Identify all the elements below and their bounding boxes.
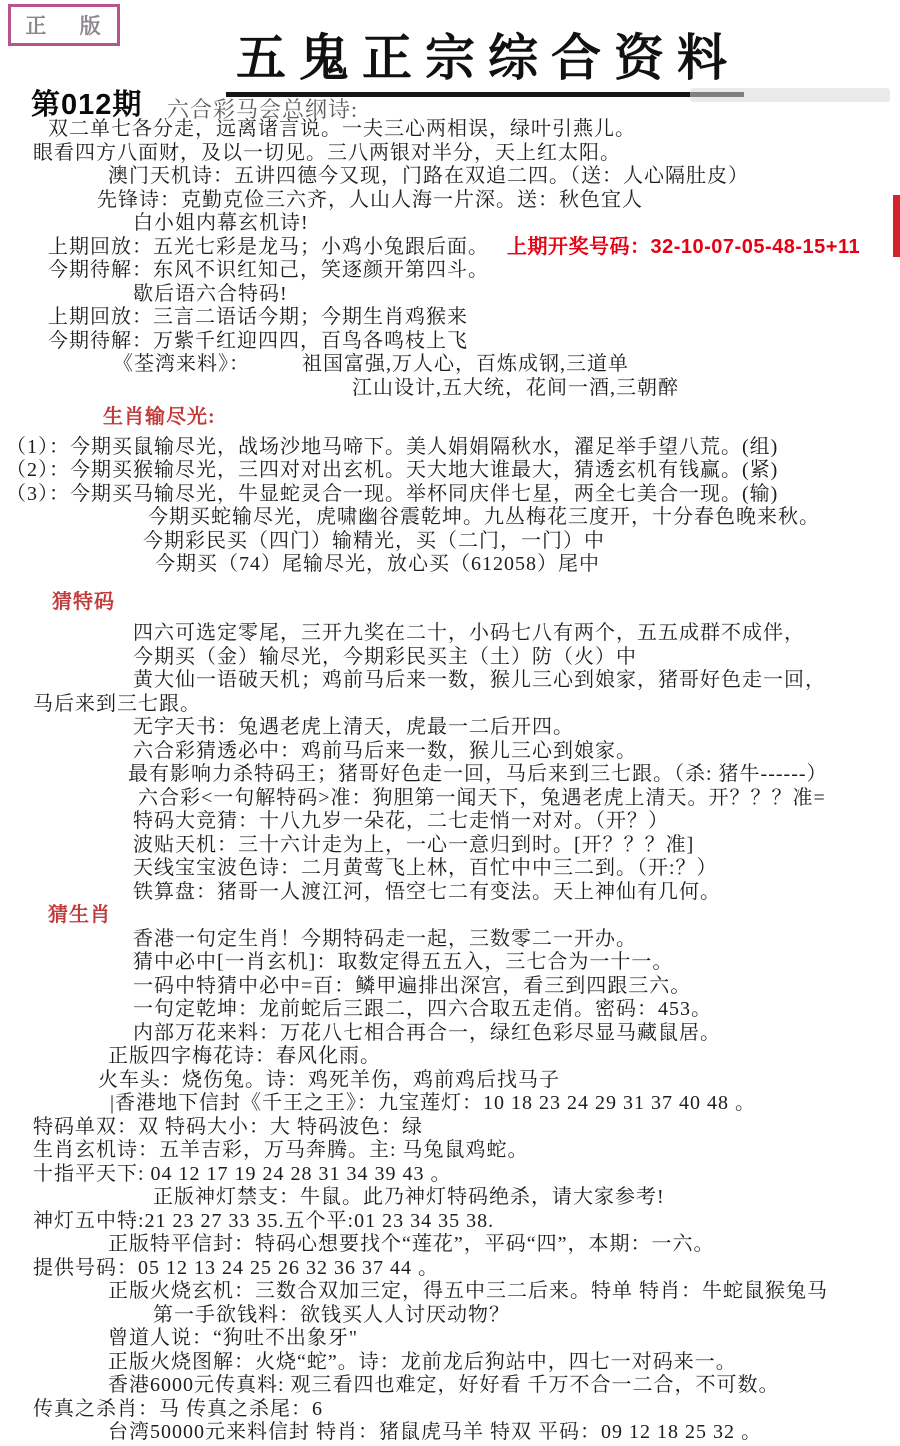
text-span: 今期待解：东风不识红知己，笑逐颜开第四斗。 bbox=[48, 259, 489, 281]
text-span: 今期买（74）尾输尽光，放心买（612058）尾中 bbox=[155, 553, 600, 575]
general-poem-label: 六合彩马会总纲诗: bbox=[167, 97, 359, 122]
text-span: 香港6000元传真料: 观三看四也难定，好好看 千万不合一二合，不可数。 bbox=[108, 1374, 780, 1396]
text-span: 一句定乾坤：龙前蛇后三跟二，四六合取五走俏。密码：453。 bbox=[133, 998, 712, 1020]
text-span: （1）：今期买鼠输尽光，战场沙地马啼下。美人娟娟隔秋水，濯足举手望八荒。(组) bbox=[6, 435, 779, 458]
text-span: 火车头：烧伤兔。诗：鸡死羊伤，鸡前鸡后找马子 bbox=[98, 1068, 560, 1091]
text-span: 眼看四方八面财，及以一切见。三八两银对半分，天上红太阳。 bbox=[33, 141, 621, 164]
text-span: 澳门天机诗：五讲四德今又现，门路在双追二四。（送：人心隔肚皮） bbox=[108, 165, 749, 187]
text-line bbox=[0, 622, 900, 646]
text-span: 曾道人说：“狗吐不出象牙" bbox=[108, 1327, 359, 1349]
text-line bbox=[0, 857, 900, 881]
text-line bbox=[0, 928, 900, 952]
text-span: 天线宝宝波色诗：二月黄莺飞上林，百忙中中三二到。（开:？） bbox=[133, 857, 718, 879]
text-span: |香港地下信封《千王之王》：九宝莲灯：10 18 23 24 29 31 37 40 48 。 bbox=[110, 1092, 757, 1114]
text-span: 猜生肖 bbox=[48, 904, 111, 926]
text-span: 波贴天机：三十六计走为上，一心一意归到时。[开？？？准] bbox=[133, 833, 695, 856]
scan-artifact bbox=[690, 88, 890, 102]
text-line bbox=[0, 1257, 900, 1281]
text-span: 正版火烧图解：火烧“蛇”。诗：龙前龙后狗站中，四七一对码来一。 bbox=[108, 1350, 737, 1373]
text-line bbox=[0, 353, 900, 377]
text-span: 生肖输尽光: bbox=[103, 406, 216, 428]
text-line bbox=[0, 1304, 900, 1328]
text-line bbox=[0, 975, 900, 999]
text-line bbox=[0, 1351, 900, 1375]
text-span: 正版特平信封：特码心想要找个“莲花”，平码“四”，本期：一六。 bbox=[108, 1233, 715, 1255]
text-span: 香港一句定生肖！今期特码走一起，三数零二一开办。 bbox=[133, 927, 637, 950]
text-span: 四六可选定零尾，三开九奖在二十，小码七八有两个，五五成群不成伴， bbox=[133, 622, 805, 644]
text-span: 白小姐内幕玄机诗! bbox=[133, 212, 309, 234]
text-line bbox=[0, 787, 900, 811]
text-span: （3）：今期买马输尽光，牛显蛇灵合一现。举杯同庆伴七星，两全七美合一现。(输) bbox=[6, 482, 779, 505]
text-span: 传真之杀肖：马 传真之杀尾：6 bbox=[33, 1397, 323, 1420]
text-line bbox=[0, 1045, 900, 1069]
text-span: 江山设计,五大统，花间一酒,三朝醉 bbox=[352, 376, 679, 399]
text-span: 第一手欲钱料：欲钱买人人讨厌动物？ bbox=[153, 1303, 510, 1326]
text-line bbox=[0, 236, 900, 260]
text-line bbox=[0, 716, 900, 740]
text-span: 双二单七各分走，远离诸言说。一夫三心两相误，绿叶引燕儿。 bbox=[48, 118, 636, 140]
issue-number: 第012期 bbox=[31, 89, 143, 121]
text-span: （2）：今期买猴输尽光，三四对对出玄机。天大地大谁最大，猜透玄机有钱赢。(紧) bbox=[6, 459, 779, 481]
text-span: 特码大竞猜：十八九岁一朵花，二七走悄一对对。（开？） bbox=[133, 810, 669, 832]
text-span: 最有影响力杀特码王；猪哥好色走一回，马后来到三七跟。（杀: 猪牛------） bbox=[128, 763, 828, 785]
text-line bbox=[0, 1327, 900, 1351]
text-span: 六合彩猜透必中：鸡前马后来一数，猴儿三心到娘家。 bbox=[133, 739, 637, 762]
text-line bbox=[0, 306, 900, 330]
text-line bbox=[0, 142, 900, 166]
text-span: 黄大仙一语破天机；鸡前马后来一数，猴儿三心到娘家，猪哥好色走一回， bbox=[133, 669, 826, 691]
text-line bbox=[0, 259, 900, 283]
text-line bbox=[0, 459, 900, 483]
red-edge-marker bbox=[893, 195, 900, 257]
section-heading bbox=[0, 904, 900, 928]
text-line bbox=[0, 330, 900, 354]
text-span: 祖国富强,万人心，百炼成钢,三道单 bbox=[302, 353, 629, 375]
text-span: 六合彩<一句解特码>准：狗胆第一闻天下，兔遇老虎上清天。开？？？准= bbox=[138, 786, 826, 809]
text-span: 今期买蛇输尽光，虎啸幽谷震乾坤。九丛梅花三度开，十分春色晚来秋。 bbox=[148, 506, 820, 528]
text-line bbox=[0, 669, 900, 693]
text-span: 正版火烧玄机：三数合双加三定，得五中三二后来。特单 特肖：牛蛇鼠猴兔马 bbox=[108, 1280, 828, 1302]
text-line bbox=[0, 212, 900, 236]
text-line bbox=[0, 1139, 900, 1163]
text-line bbox=[0, 881, 900, 905]
text-line bbox=[0, 810, 900, 834]
text-span: 正版四字梅花诗：春风化雨。 bbox=[108, 1045, 381, 1067]
text-line bbox=[0, 1421, 900, 1445]
text-line bbox=[0, 1163, 900, 1187]
text-line bbox=[0, 283, 900, 307]
text-line bbox=[0, 1398, 900, 1422]
text-span: 上期回放：五光七彩是龙马；小鸡小兔跟后面。 bbox=[48, 235, 489, 258]
text-line bbox=[0, 377, 900, 401]
text-line bbox=[0, 1116, 900, 1140]
text-span: 《荃湾来料》： bbox=[113, 353, 250, 375]
section-heading bbox=[0, 406, 900, 430]
text-line bbox=[0, 998, 900, 1022]
sheet-header bbox=[0, 0, 900, 122]
text-span: 猜特码 bbox=[52, 590, 115, 613]
text-span: 歇后语六合特码! bbox=[133, 282, 288, 305]
text-span: 一码中特猜中必中=百：鳞甲遍排出深宫，看三到四跟三六。 bbox=[133, 974, 692, 997]
text-line bbox=[0, 1069, 900, 1093]
text-span: 马后来到三七跟。 bbox=[33, 692, 201, 715]
text-span: 今期待解：万紫千红迎四四，百鸟各鸣枝上飞 bbox=[48, 329, 468, 352]
text-line bbox=[0, 1092, 900, 1116]
text-span: 台湾50000元来料信封 特肖：猪鼠虎马羊 特双 平码：09 12 18 25 32 。 bbox=[108, 1421, 762, 1443]
text-line bbox=[0, 1374, 900, 1398]
text-span: 猜中必中[一肖玄机]：取数定得五五入，三七合为一十一。 bbox=[133, 951, 674, 973]
text-line bbox=[0, 1022, 900, 1046]
text-line bbox=[0, 740, 900, 764]
text-line bbox=[0, 506, 900, 530]
text-line bbox=[0, 951, 900, 975]
text-span: 无字天书：兔遇老虎上清天，虎最一二后开四。 bbox=[133, 716, 574, 738]
text-span: 今期买（金）输尽光，今期彩民买主（土）防（火）中 bbox=[133, 645, 637, 668]
text-span: 内部万花来料：万花八七相合再合一，绿红色彩尽显马藏鼠居。 bbox=[133, 1021, 721, 1044]
text-line bbox=[0, 553, 900, 577]
text-line bbox=[0, 834, 900, 858]
text-line bbox=[0, 530, 900, 554]
text-line bbox=[0, 1233, 900, 1257]
text-span: 先锋诗：克勤克俭三六齐，人山人海一片深。送：秋色宜人 bbox=[97, 188, 643, 211]
text-span: 十指平天下: 04 12 17 19 24 28 31 34 39 43 。 bbox=[33, 1162, 452, 1185]
text-line bbox=[0, 189, 900, 213]
text-span: 今期彩民买（四门）输精光，买（二门，一门）中 bbox=[143, 529, 605, 552]
section-heading bbox=[0, 591, 900, 615]
text-line bbox=[0, 693, 900, 717]
text-line bbox=[0, 483, 900, 507]
page-title: 五鬼正宗综合资料 bbox=[226, 18, 744, 97]
text-span: 铁算盘：猪哥一人渡江河，悟空七二有变法。天上神仙有几何。 bbox=[133, 880, 721, 903]
last-draw-numbers: 上期开奖号码：32-10-07-05-48-15+11 bbox=[507, 235, 861, 258]
text-span: 神灯五中特:21 23 27 33 35.五个平:01 23 34 35 38. bbox=[33, 1209, 495, 1232]
text-line bbox=[0, 646, 900, 670]
text-span: 正版神灯禁支：牛鼠。此乃神灯特码绝杀，请大家参考! bbox=[153, 1186, 665, 1208]
text-span: 生肖玄机诗：五羊吉彩，万马奔腾。主: 马兔鼠鸡蛇。 bbox=[33, 1139, 529, 1161]
text-line bbox=[0, 1186, 900, 1210]
document-lines bbox=[0, 118, 900, 1445]
text-line bbox=[0, 1210, 900, 1234]
text-line bbox=[0, 763, 900, 787]
text-line bbox=[0, 1280, 900, 1304]
text-span: 特码单双：双 特码大小：大 特码波色：绿 bbox=[33, 1115, 423, 1138]
text-span: 上期回放：三言二语话今期；今期生肖鸡猴来 bbox=[48, 306, 468, 328]
text-line bbox=[0, 165, 900, 189]
text-line bbox=[0, 436, 900, 460]
text-span: 提供号码：05 12 13 24 25 26 32 36 37 44 。 bbox=[33, 1256, 439, 1279]
authentic-badge-label: 正 版 bbox=[25, 14, 115, 38]
